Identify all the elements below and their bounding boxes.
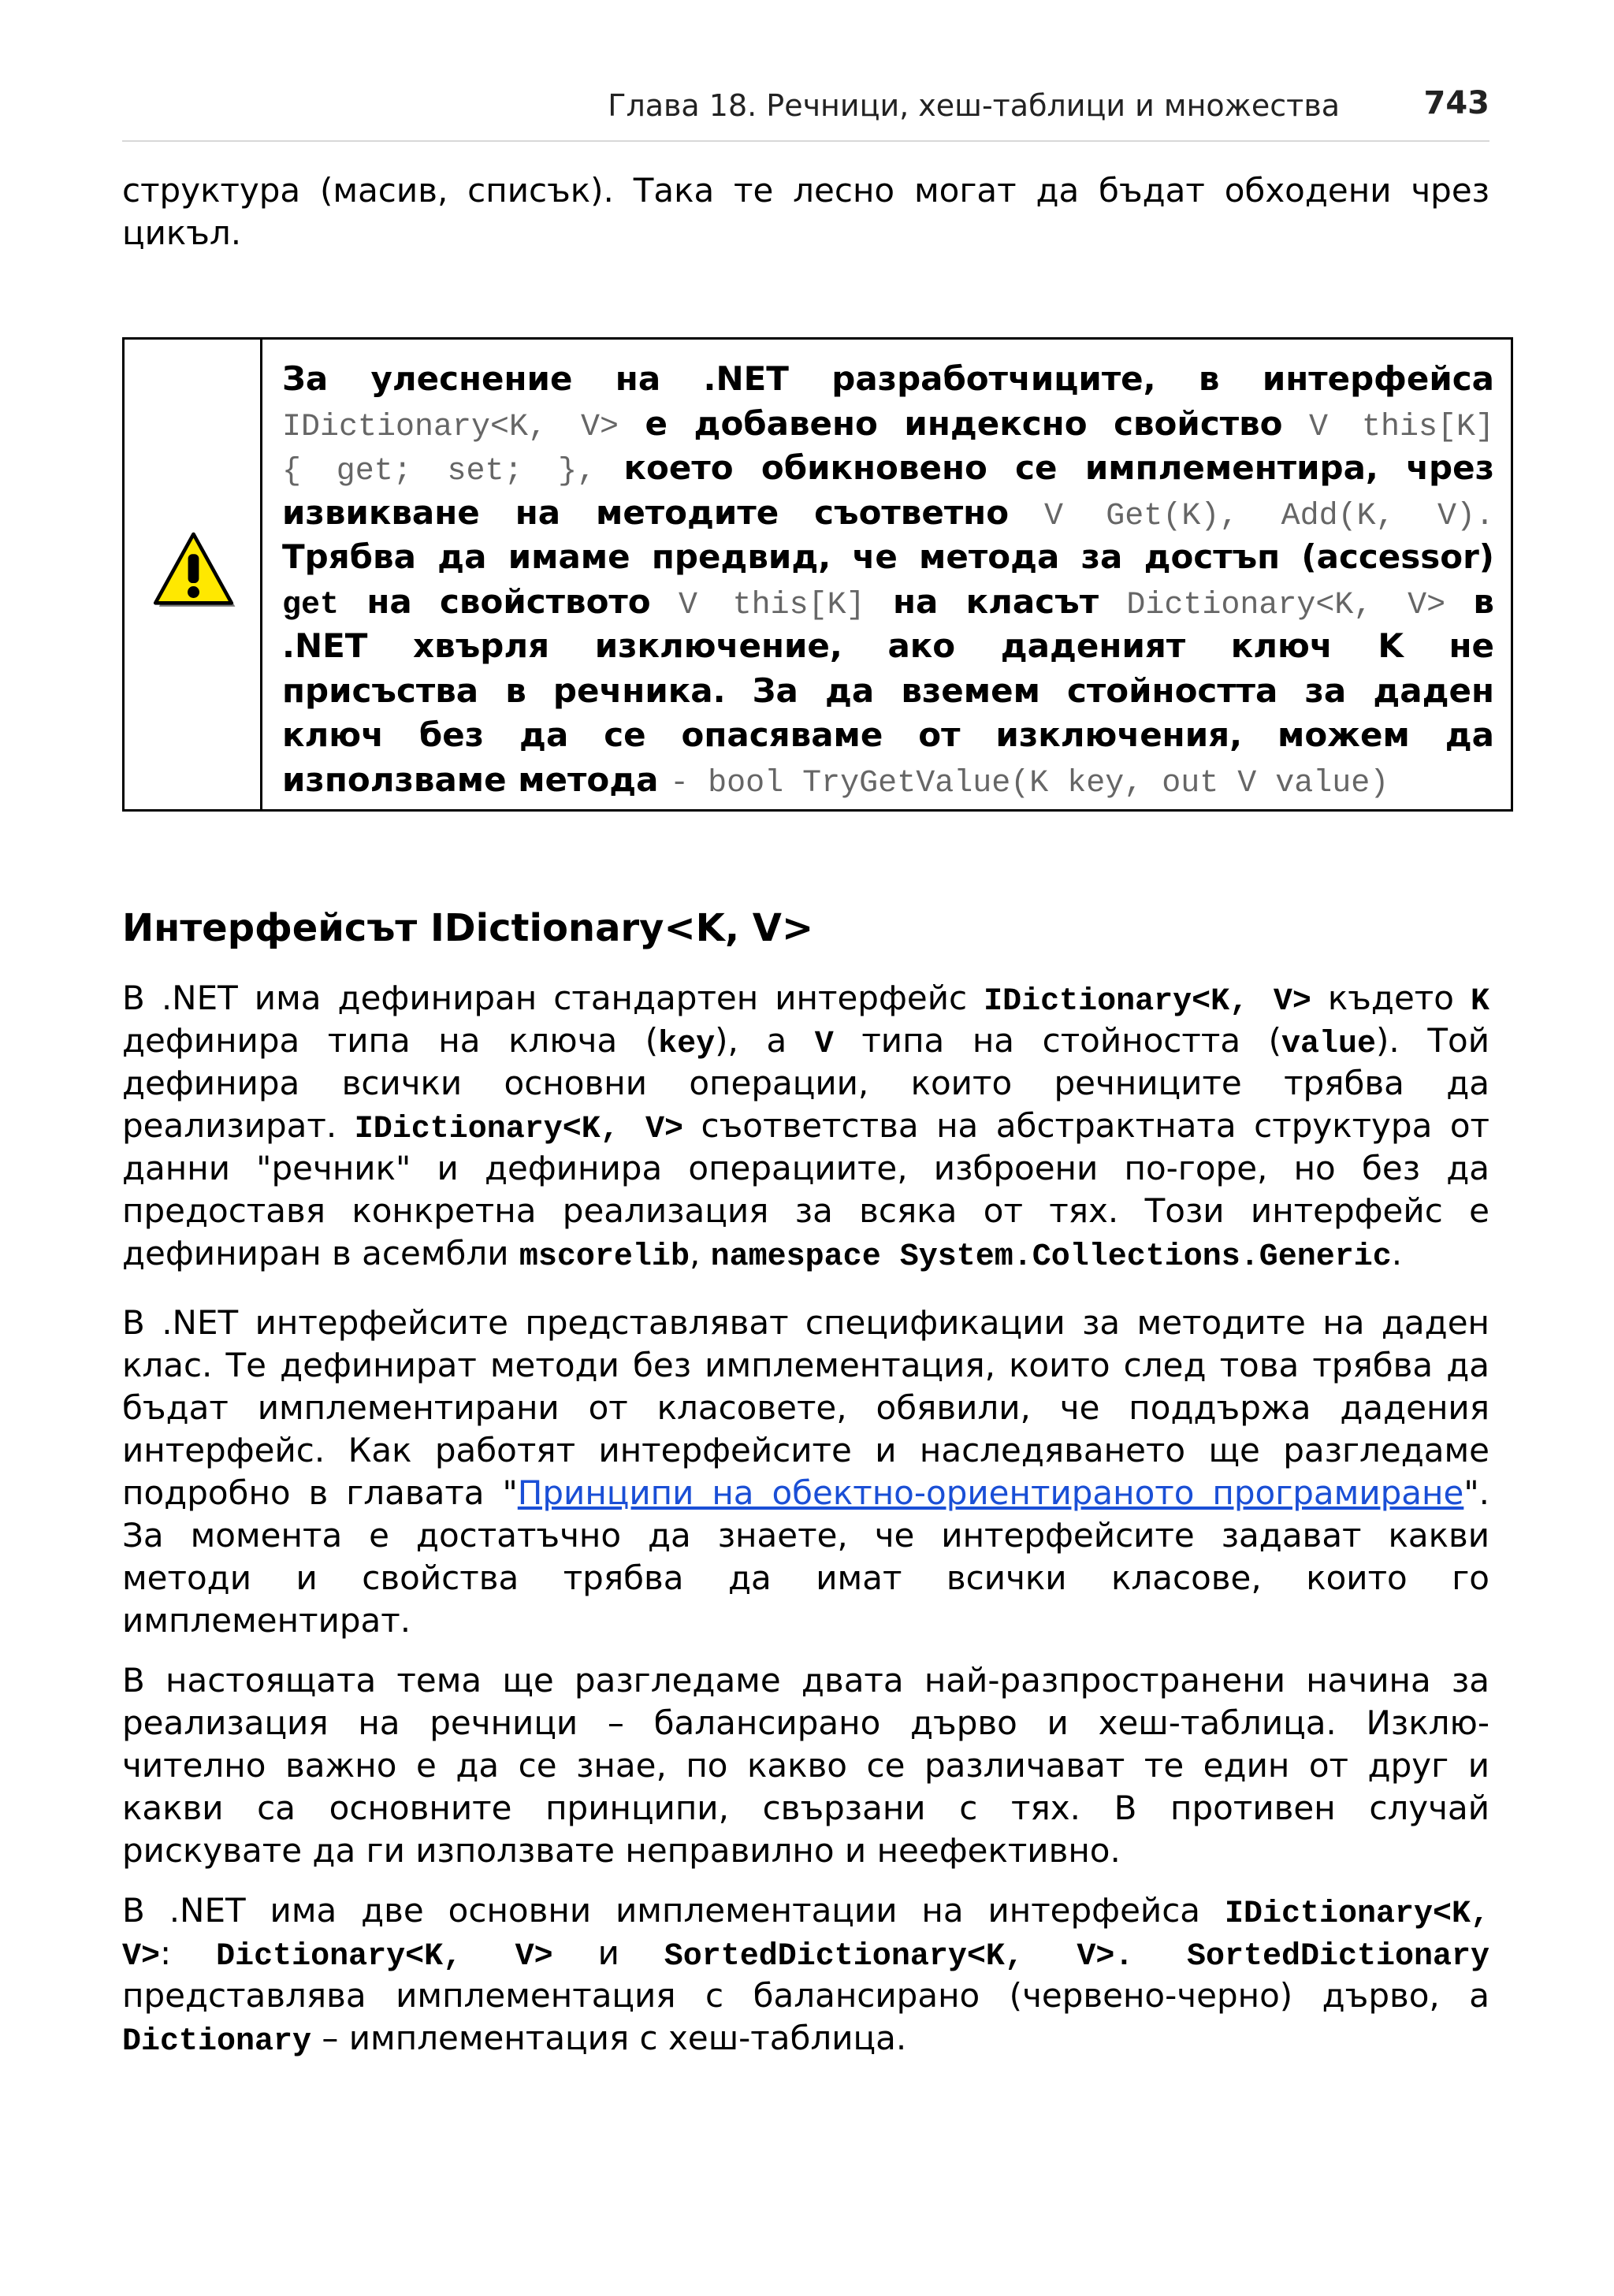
note-icon-cell	[125, 340, 262, 809]
text-line: дефиниран в асембли mscorelib, namespace System.Collections.Generic.	[122, 1234, 1403, 1275]
note-line: get на свойството V this[K] на класът Dictionary<K, V> в	[282, 581, 1495, 623]
note-line: IDictionary<K, V> е добавено индексно свойство V this[K]	[282, 403, 1494, 445]
text-line: В .NET има две основни имплементации на интерфейса IDictionary<K,	[122, 1891, 1489, 1932]
paragraph-interfaces	[122, 1302, 1489, 1642]
text-line: клас. Те дефинират методи без имплементация, които след това трябва да	[122, 1346, 1489, 1384]
note-line: използваме метода - bool TryGetValue(K key, out V value)	[282, 760, 1389, 801]
text-line: интерфейс. Как работят интерфейсите и наследяването ще разгледаме	[122, 1431, 1489, 1469]
note-box	[122, 337, 1513, 812]
running-header	[122, 79, 1489, 142]
text-line: реализират. IDictionary<K, V> съответства на абстрактната структура от	[122, 1106, 1489, 1147]
text-line: имплементират.	[122, 1601, 411, 1640]
text-line: предоставя конкретна реализация за всяка от тях. Този интерфейс е	[122, 1191, 1489, 1230]
text-line: цикъл.	[122, 214, 242, 252]
note-line: извикване на методите съответно V Get(K), Add(K, V).	[282, 492, 1494, 534]
note-line: ключ без да се опасяваме от изключения, можем да	[282, 715, 1494, 754]
chapter-title: Глава 18. Речници, хеш-таблици и множества	[608, 88, 1340, 123]
intro-paragraph	[122, 169, 1489, 254]
text-line: реализация на речници – балансирано дърво и хеш-таблица. Изклю-	[122, 1703, 1489, 1742]
text-line: данни "речник" и дефинира операциите, изброени по-горе, но без да	[122, 1149, 1489, 1187]
text-line: В настоящата тема ще разгледаме двата най-разпространени начина за	[122, 1661, 1489, 1700]
text-line: методи и свойства трябва да имат всички класове, които го	[122, 1559, 1489, 1597]
text-line: Dictionary – имплементация с хеш-таблица.	[122, 2019, 907, 2060]
note-text	[282, 357, 1494, 802]
text-line: В .NET има дефиниран стандартен интерфейс IDictionary<K, V> където K	[122, 979, 1489, 1020]
paragraph-idictionary-definition	[122, 977, 1489, 1275]
page-number: 743	[1423, 85, 1489, 121]
text-line: дефинира всички основни операции, които речниците трябва да	[122, 1064, 1489, 1102]
note-line: { get; set; }, което обикновено се имплементира, чрез	[282, 448, 1494, 489]
note-line: .NET хвърля изключение, ако даденият ключ K не	[282, 626, 1494, 665]
warning-icon	[148, 529, 239, 619]
text-line: В .NET интерфейсите представляват спецификации за методите на даден	[122, 1303, 1489, 1342]
text-line: чително важно е да се знае, по какво се различават те един от друг и	[122, 1746, 1489, 1785]
section-heading: Интерфейсът IDictionary<K, V>	[122, 906, 814, 950]
paragraph-dotnet-implementations	[122, 1889, 1489, 2060]
text-line: представлява имплементация с балансирано (червено-черно) дърво, а	[122, 1976, 1489, 2015]
note-line: Трябва да имаме предвид, че метода за достъп (accessor)	[282, 537, 1494, 576]
text-line: подробно в главата "Принципи на обектно-ориентираното програмиране".	[122, 1473, 1490, 1512]
text-line: дефинира типа на ключа (key), а V типа на стойността (value). Той	[122, 1021, 1489, 1062]
text-line: рискувате да ги използвате неправилно и неефективно.	[122, 1831, 1121, 1870]
chapter-link[interactable]: Принципи на обектно-ориентираното програмиране	[517, 1473, 1464, 1512]
text-line: V>: Dictionary<K, V> и SortedDictionary<K, V>. SortedDictionary	[122, 1934, 1490, 1975]
note-line: За улеснение на .NET разработчиците, в интерфейса	[282, 359, 1494, 398]
paragraph-implementations-overview	[122, 1659, 1489, 1872]
text-line: За момента е достатъчно да знаете, че интерфейсите задават какви	[122, 1516, 1489, 1555]
note-line: присъства в речника. За да вземем стойността за даден	[282, 671, 1494, 710]
text-line: бъдат имплементирани от класовете, обявили, че поддържа дадения	[122, 1388, 1489, 1427]
text-line: какви са основните принципи, свързани с тях. В противен случай	[122, 1789, 1489, 1827]
text-line: структура (масив, списък). Така те лесно могат да бъдат обходени чрез	[122, 171, 1489, 210]
